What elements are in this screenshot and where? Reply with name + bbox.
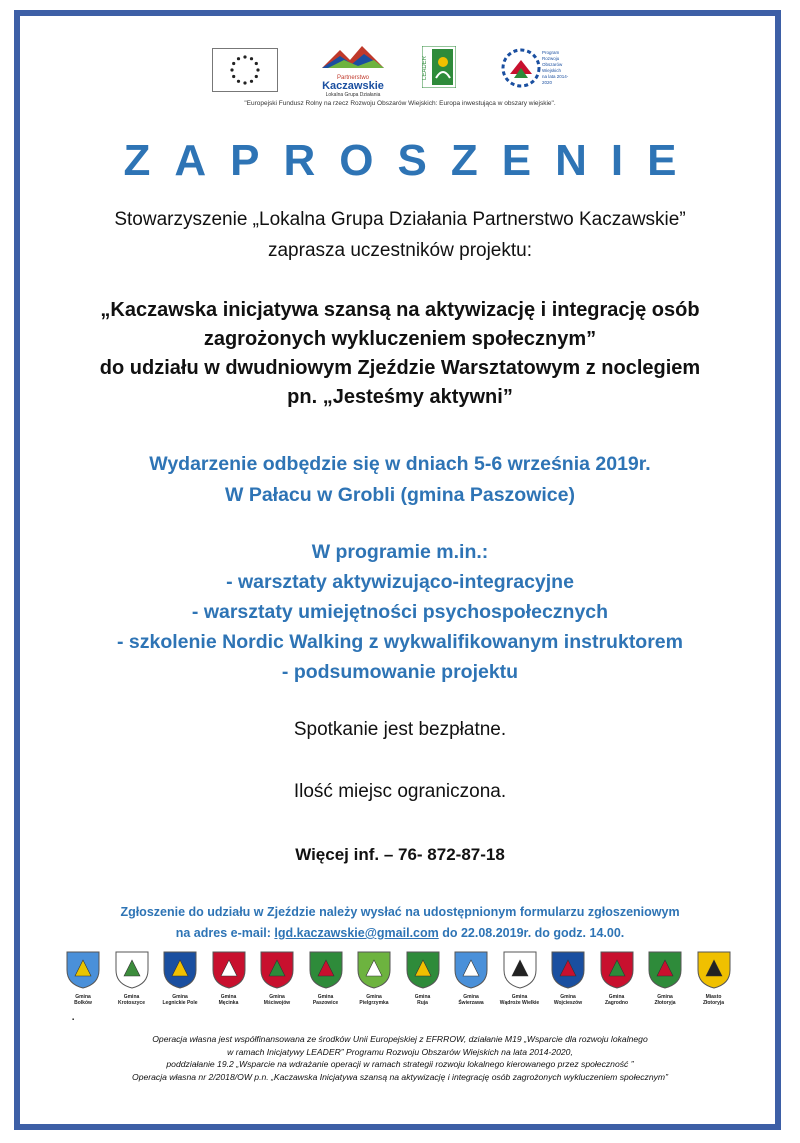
stray-dot: ▪ [72, 1017, 75, 1023]
crest-label-name: Pielgrzymka [359, 1000, 389, 1006]
page-title: ZAPROSZENIE [123, 136, 701, 185]
crest-item [254, 950, 300, 1006]
mountains-icon [318, 42, 388, 72]
prow-star-icon [500, 44, 542, 92]
project-line: do udziału w dwudniowym Zjeździe Warsztatowym z noclegiem [99, 357, 701, 379]
lgd-sub-text: Lokalna Grupa Działania [325, 92, 381, 98]
coat-of-arms-icon [453, 950, 489, 990]
lgd-name-text: Kaczawskie [322, 80, 384, 92]
crest-label-type: Gmina [269, 994, 285, 1000]
program-heading: W programie m.in.: [311, 541, 489, 563]
signup-deadline: do 22.08.2019r. do godz. 14.00. [438, 926, 625, 940]
crest-label-type: Gmina [220, 994, 237, 1000]
municipality-crests [60, 950, 750, 1024]
signup-info [0, 902, 800, 944]
signup-line-2 [0, 923, 800, 944]
crest-item [206, 950, 252, 1006]
coat-of-arms-icon [259, 950, 295, 990]
crest-label [642, 994, 688, 1006]
crest-item [691, 950, 737, 1006]
crest-label-name: Wojcieszów [553, 1000, 583, 1006]
coat-of-arms-icon [356, 950, 392, 990]
limited-notice: Ilość miejsc ograniczona. [293, 781, 507, 802]
lgd-top-text: Partnerstwo [336, 75, 369, 81]
crest-item [642, 950, 688, 1006]
project-line: „Kaczawska inicjatywa szansą na aktywizację i integrację osób [100, 299, 700, 321]
crest-item [594, 950, 640, 1006]
crest-item [497, 950, 543, 1006]
crest-label [400, 994, 446, 1006]
crest-label-name: Wądroże Wielkie [499, 1000, 540, 1006]
prow-line: Wiejskich [542, 68, 562, 73]
footer-line: Operacja własna nr 2/2018/OW p.n. „Kaczawska Inicjatywa szansą na aktywizację i integrację osób zagrożonych wykluczeniem społecznym” [132, 1071, 668, 1082]
crest-label-name: Złotoryja [702, 1000, 725, 1006]
coat-of-arms-icon [65, 950, 101, 990]
coat-of-arms-icon [308, 950, 344, 990]
crest-label-name: Mściwojów [263, 1000, 291, 1006]
event-location: W Pałacu w Grobli (gmina Paszowice) [225, 484, 575, 506]
event-date: Wydarzenie odbędzie się w dniach 5-6 września 2019r. [149, 453, 651, 475]
program-item: - podsumowanie projektu [281, 661, 519, 683]
signup-prefix: na adres e-mail: [175, 926, 275, 940]
crest-label-name: Bolków [74, 1000, 92, 1006]
email-link[interactable]: lgd.kaczawskie@gmail.com [274, 926, 439, 940]
coat-of-arms-icon [162, 950, 198, 990]
coat-of-arms-icon [599, 950, 635, 990]
crest-label-type: Gmina [123, 994, 140, 1000]
crest-label [254, 994, 300, 1006]
organizer-line: Stowarzyszenie „Lokalna Grupa Działania Partnerstwo Kaczawskie” [114, 209, 686, 230]
crest-label [157, 994, 203, 1006]
crest-label-name: Zagrodno [604, 1000, 629, 1006]
crest-label-type: Gmina [608, 994, 625, 1000]
footer-line: Operacja własna jest współfinansowana ze środków Unii Europejskiej z EFRROW, działanie M19 „Wsparcie dla rozwoju lokalnego [152, 1034, 648, 1044]
crest-item [448, 950, 494, 1006]
crest-item [400, 950, 446, 1006]
crest-label-type: Gmina [172, 994, 188, 1000]
contact-phone: Więcej inf. – 76- 872-87-18 [295, 845, 505, 864]
crest-item [157, 950, 203, 1006]
crest-label-type: Gmina [75, 994, 91, 1000]
crest-item [109, 950, 155, 1006]
lgd-kaczawskie-logo [318, 42, 388, 98]
crest-label-type: Gmina [366, 994, 382, 1000]
crest-label-type: Gmina [511, 994, 528, 1000]
free-notice: Spotkanie jest bezpłatne. [293, 719, 507, 740]
project-line: zagrożonych wykluczeniem społecznym” [203, 328, 597, 350]
program-item: - szkolenie Nordic Walking z wykwalifikowanym instruktorem [117, 631, 683, 653]
crest-label-name: Legnickie Pole [162, 1000, 198, 1006]
crest-item [303, 950, 349, 1006]
coat-of-arms-icon [647, 950, 683, 990]
coat-of-arms-icon [405, 950, 441, 990]
crest-label-type: Gmina [317, 994, 334, 1000]
prow-text [542, 50, 574, 86]
crest-label [497, 994, 543, 1006]
project-line: pn. „Jesteśmy aktywni” [287, 386, 513, 408]
crest-label-name: Ruja [417, 1000, 428, 1006]
crest-label [351, 994, 397, 1006]
crest-label-type: Gmina [463, 994, 479, 1000]
crest-label-type: Gmina [560, 994, 576, 1000]
footer-line: poddziałanie 19.2 „Wsparcie na wdrażanie operacji w ramach strategii rozwoju lokalnego kierowanego przez społeczność ” [166, 1059, 634, 1069]
project-title [0, 296, 800, 412]
logo-bar [0, 36, 800, 96]
event-info [0, 449, 800, 511]
program-item: - warsztaty aktywizująco-integracyjne [226, 571, 574, 593]
crest-label [303, 994, 349, 1006]
crest-label-name: Złotoryja [654, 1000, 676, 1006]
crest-label-type: Miasto [705, 994, 722, 1000]
crest-label-name: Męcinka [218, 1000, 239, 1006]
funding-footer [0, 1033, 800, 1083]
coat-of-arms-icon [211, 950, 247, 990]
prow-logo [500, 42, 574, 96]
prow-line: Program [542, 50, 560, 55]
crest-label-name: Świerzawa [458, 1000, 484, 1006]
coat-of-arms-icon [502, 950, 538, 990]
crest-label [594, 994, 640, 1006]
crest-item [545, 950, 591, 1006]
prow-line: Obszarów [542, 62, 563, 67]
prow-line: Rozwoju [542, 56, 560, 61]
organizer-text [0, 204, 800, 266]
crest-label [545, 994, 591, 1006]
eu-flag-icon [212, 48, 278, 92]
leader-logo [422, 46, 456, 88]
crest-label [109, 994, 155, 1006]
crest-item [351, 950, 397, 1006]
crest-label [60, 994, 106, 1006]
crest-label [206, 994, 252, 1006]
signup-line: Zgłoszenie do udziału w Zjeździe należy wysłać na udostępnionym formularzu zgłoszeniowym [120, 905, 680, 919]
prow-line: na lata 2014-2020 [542, 74, 569, 85]
footer-line: w ramach Inicjatywy LEADER” Programu Rozwoju Obszarów Wiejskich na lata 2014-2020, [227, 1046, 573, 1057]
coat-of-arms-icon [550, 950, 586, 990]
leader-text: LEADER [422, 56, 428, 81]
coat-of-arms-icon [696, 950, 732, 990]
program-item: - warsztaty umiejętności psychospołecznych [191, 601, 609, 623]
organizer-line: zaprasza uczestników projektu: [267, 240, 532, 261]
crest-label-name: Paszowice [312, 1000, 339, 1006]
crest-label [691, 994, 737, 1006]
program-list [0, 537, 800, 687]
fund-note: "Europejski Fundusz Rolny na rzecz Rozwoju Obszarów Wiejskich: Europa inwestująca w obszary wiejskie". [244, 100, 556, 107]
crest-label-name: Krotoszyce [118, 1000, 145, 1006]
coat-of-arms-icon [114, 950, 150, 990]
crest-item [60, 950, 106, 1006]
crest-label [448, 994, 494, 1006]
crest-label-type: Gmina [657, 994, 673, 1000]
crest-label-type: Gmina [414, 994, 431, 1000]
